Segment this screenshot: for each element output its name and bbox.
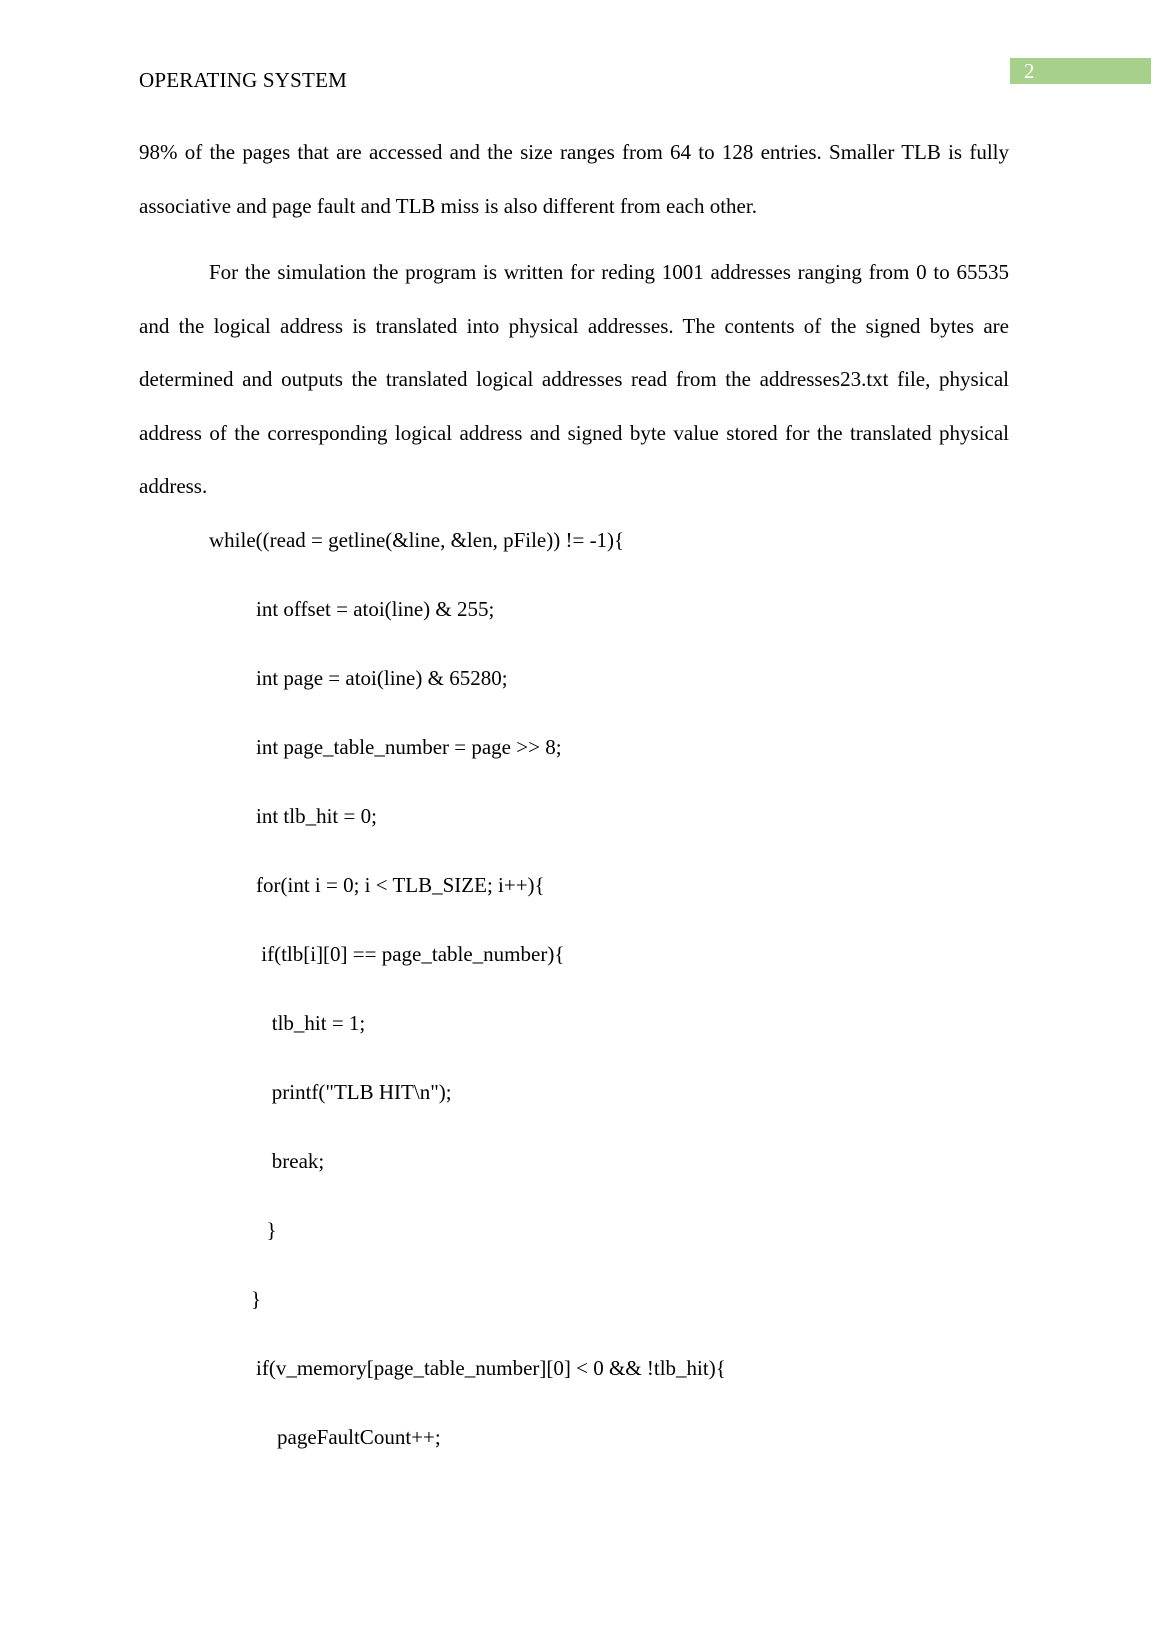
document-body bbox=[139, 126, 1009, 1493]
code-line: break; bbox=[256, 1148, 325, 1173]
code-line: int tlb_hit = 0; bbox=[256, 803, 377, 828]
code-line: int page = atoi(line) & 65280; bbox=[256, 665, 508, 690]
code-line: pageFaultCount++; bbox=[256, 1424, 441, 1449]
paragraph: For the simulation the program is written for reding 1001 addresses ranging from 0 to 65535 and the logical address is translated into physical addresses. The contents of the signed bytes are determined and outputs the translated logical addresses read from the addresses23.txt file, physical address of the corresponding logical address and signed byte value stored for the translated physical address. bbox=[139, 260, 1009, 498]
code-line: int page_table_number = page >> 8; bbox=[256, 734, 562, 759]
running-header: OPERATING SYSTEM bbox=[139, 68, 347, 92]
code-line: } bbox=[256, 1217, 277, 1242]
paragraph: 98% of the pages that are accessed and the size ranges from 64 to 128 entries. Smaller TLB is fully associative and page fault and TLB miss is also different from each other. bbox=[139, 140, 1009, 218]
code-line: if(v_memory[page_table_number][0] < 0 && !tlb_hit){ bbox=[256, 1355, 726, 1380]
code-line: tlb_hit = 1; bbox=[256, 1010, 366, 1035]
code-line: for(int i = 0; i < TLB_SIZE; i++){ bbox=[256, 872, 545, 897]
code-line: while((read = getline(&line, &len, pFile)) != -1){ bbox=[209, 527, 625, 552]
page-number: 2 bbox=[1024, 59, 1035, 83]
code-line: printf("TLB HIT\n"); bbox=[256, 1079, 452, 1104]
code-line: int offset = atoi(line) & 255; bbox=[256, 596, 495, 621]
page-number-badge bbox=[1010, 58, 1151, 84]
code-line: } bbox=[251, 1286, 262, 1311]
code-line: if(tlb[i][0] == page_table_number){ bbox=[256, 941, 565, 966]
code-block bbox=[139, 527, 1009, 1493]
